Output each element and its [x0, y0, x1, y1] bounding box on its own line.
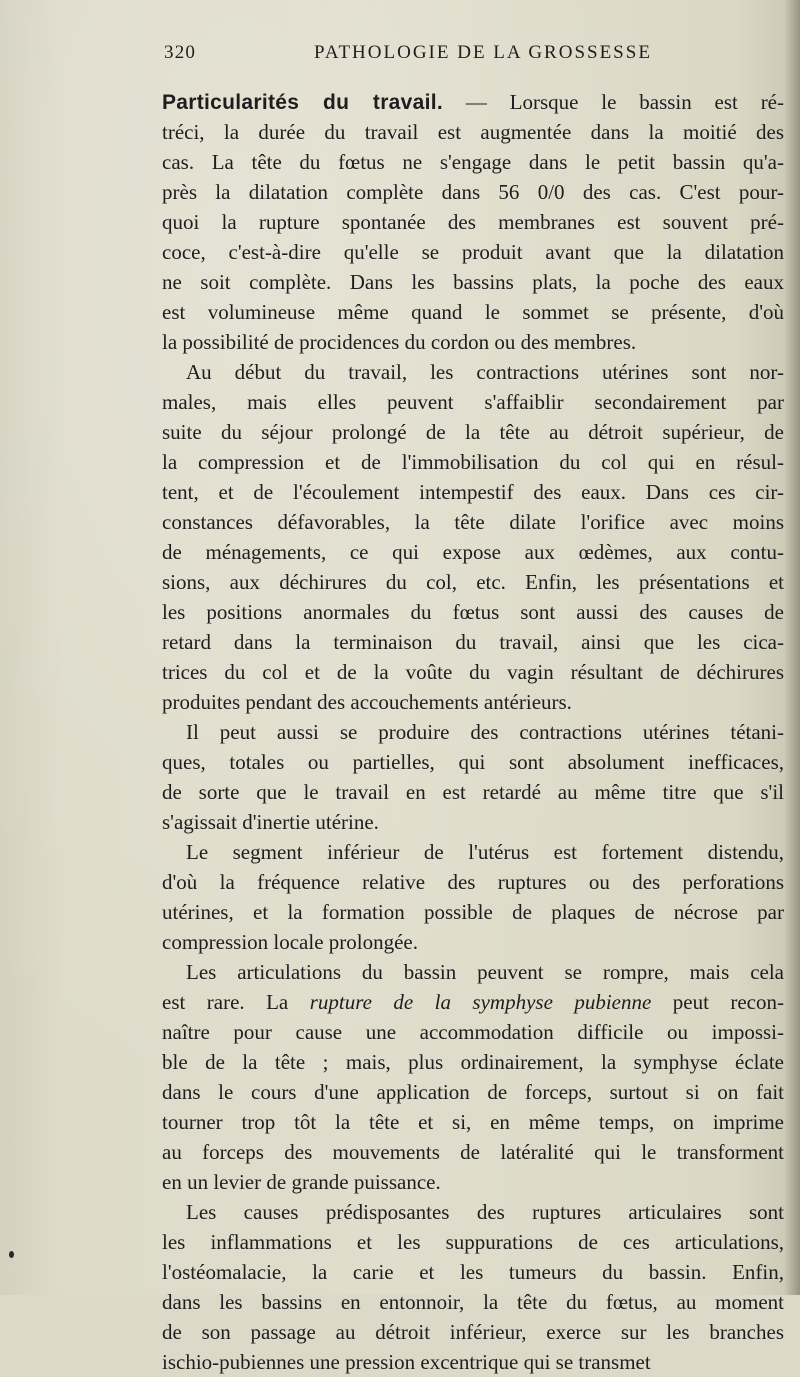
text-line	[162, 1107, 784, 1137]
line-text: de son passage au détroit inférieur, exerce sur les branches	[162, 1320, 784, 1344]
text-line	[162, 87, 784, 117]
text-line	[162, 987, 784, 1017]
line-text: dans les bassins en entonnoir, la tête du fœtus, au moment	[162, 1290, 784, 1314]
line-text: la compression et de l'immobilisation du col qui en résul-	[162, 450, 784, 474]
line-text: compression locale prolongée.	[162, 930, 418, 954]
text-line	[162, 147, 784, 177]
line-text: naître pour cause une accommodation difficile ou impossi-	[162, 1020, 784, 1044]
text-line	[162, 657, 784, 687]
line-text: quoi la rupture spontanée des membranes est souvent pré-	[162, 210, 784, 234]
text-line	[162, 927, 784, 957]
section-heading: Particularités du travail.	[162, 91, 444, 114]
line-text: tent, et de l'écoulement intempestif des eaux. Dans ces cir-	[162, 480, 784, 504]
text-line	[162, 207, 784, 237]
line-text: Les causes prédisposantes des ruptures articulaires sont	[186, 1200, 784, 1224]
text-line	[162, 1017, 784, 1047]
page-edge-shadow	[784, 0, 800, 1295]
text-line	[162, 807, 784, 837]
line-text: tourner trop tôt la tête et si, en même temps, on imprime	[162, 1110, 784, 1134]
running-head	[164, 42, 784, 72]
line-text: s'agissait d'inertie utérine.	[162, 810, 379, 834]
margin-dot	[9, 1251, 14, 1258]
line-text: les inflammations et les suppurations de ces articulations,	[162, 1230, 784, 1254]
line-text: les positions anormales du fœtus sont aussi des causes de	[162, 600, 784, 624]
text-line	[162, 507, 784, 537]
line-text: au forceps des mouvements de latéralité qui le transforment	[162, 1140, 784, 1164]
text-line	[162, 1047, 784, 1077]
line-text: ble de la tête ; mais, plus ordinairement, la symphyse éclate	[162, 1050, 784, 1074]
italic-term: rupture de la symphyse pubienne	[309, 990, 652, 1014]
line-text: trices du col et de la voûte du vagin résultant de déchirures	[162, 660, 784, 684]
line-text: constances défavorables, la tête dilate l'orifice avec moins	[162, 510, 784, 534]
text-line	[162, 537, 784, 567]
text-line	[162, 627, 784, 657]
line-text: cas. La tête du fœtus ne s'engage dans le petit bassin qu'a-	[162, 150, 784, 174]
text-line	[162, 897, 784, 927]
line-text: produites pendant des accouchements antérieurs.	[162, 690, 572, 714]
text-line	[162, 477, 784, 507]
line-text: coce, c'est-à-dire qu'elle se produit avant que la dilatation	[162, 240, 784, 264]
text-line	[162, 867, 784, 897]
text-line	[162, 447, 784, 477]
line-text-after: peut recon-	[651, 990, 784, 1014]
line-text: ischio-pubiennes une pression excentrique qui se transmet	[162, 1350, 651, 1374]
line-text: utérines, et la formation possible de plaques de nécrose par	[162, 900, 784, 924]
text-line	[162, 777, 784, 807]
text-line	[162, 1197, 784, 1227]
line-text: dans le cours d'une application de forceps, surtout si on fait	[162, 1080, 784, 1104]
line-text: la possibilité de procidences du cordon ou des membres.	[162, 330, 637, 354]
text-line	[162, 177, 784, 207]
text-line	[162, 1227, 784, 1257]
text-line	[162, 267, 784, 297]
text-line	[162, 1287, 784, 1317]
line-text: suite du séjour prolongé de la tête au détroit supérieur, de	[162, 420, 784, 444]
text-line	[162, 567, 784, 597]
line-text: Au début du travail, les contractions utérines sont nor-	[186, 360, 784, 384]
line-text: retard dans la terminaison du travail, ainsi que les cica-	[162, 630, 784, 654]
line-text: sions, aux déchirures du col, etc. Enfin, les présentations et	[162, 570, 784, 594]
text-line	[162, 1167, 784, 1197]
line-text: — Lorsque le bassin est ré-	[443, 90, 784, 114]
line-text: d'où la fréquence relative des ruptures ou des perforations	[162, 870, 784, 894]
running-title: PATHOLOGIE DE LA GROSSESSE	[314, 42, 652, 63]
line-text: males, mais elles peuvent s'affaiblir secondairement par	[162, 390, 784, 414]
text-line	[162, 1317, 784, 1347]
line-text: Il peut aussi se produire des contractions utérines tétani-	[186, 720, 784, 744]
text-line	[162, 747, 784, 777]
line-text: près la dilatation complète dans 56 0/0 des cas. C'est pour-	[162, 180, 784, 204]
text-line	[162, 117, 784, 147]
text-line	[162, 357, 784, 387]
text-line	[162, 1257, 784, 1287]
line-text: ne soit complète. Dans les bassins plats, la poche des eaux	[162, 270, 784, 294]
text-line	[162, 387, 784, 417]
text-line	[162, 687, 784, 717]
text-line	[162, 717, 784, 747]
text-line	[162, 1347, 784, 1377]
text-line	[162, 1077, 784, 1107]
line-text: de sorte que le travail en est retardé au même titre que s'il	[162, 780, 784, 804]
line-text: de ménagements, ce qui expose aux œdèmes, aux contu-	[162, 540, 784, 564]
text-line	[162, 1137, 784, 1167]
text-line	[162, 237, 784, 267]
line-text: ques, totales ou partielles, qui sont absolument inefficaces,	[162, 750, 784, 774]
text-line	[162, 417, 784, 447]
line-text: est volumineuse même quand le sommet se présente, d'où	[162, 300, 784, 324]
body-text	[162, 87, 784, 1377]
text-line	[162, 597, 784, 627]
text-line	[162, 957, 784, 987]
line-text: tréci, la durée du travail est augmentée dans la moitié des	[162, 120, 784, 144]
line-text: est rare. La	[162, 990, 310, 1014]
line-text: l'ostéomalacie, la carie et les tumeurs du bassin. Enfin,	[162, 1260, 784, 1284]
line-text: Le segment inférieur de l'utérus est fortement distendu,	[186, 840, 784, 864]
text-line	[162, 327, 784, 357]
line-text: en un levier de grande puissance.	[162, 1170, 441, 1194]
text-line	[162, 837, 784, 867]
line-text: Les articulations du bassin peuvent se rompre, mais cela	[186, 960, 784, 984]
text-line	[162, 297, 784, 327]
page-number: 320	[164, 42, 197, 63]
